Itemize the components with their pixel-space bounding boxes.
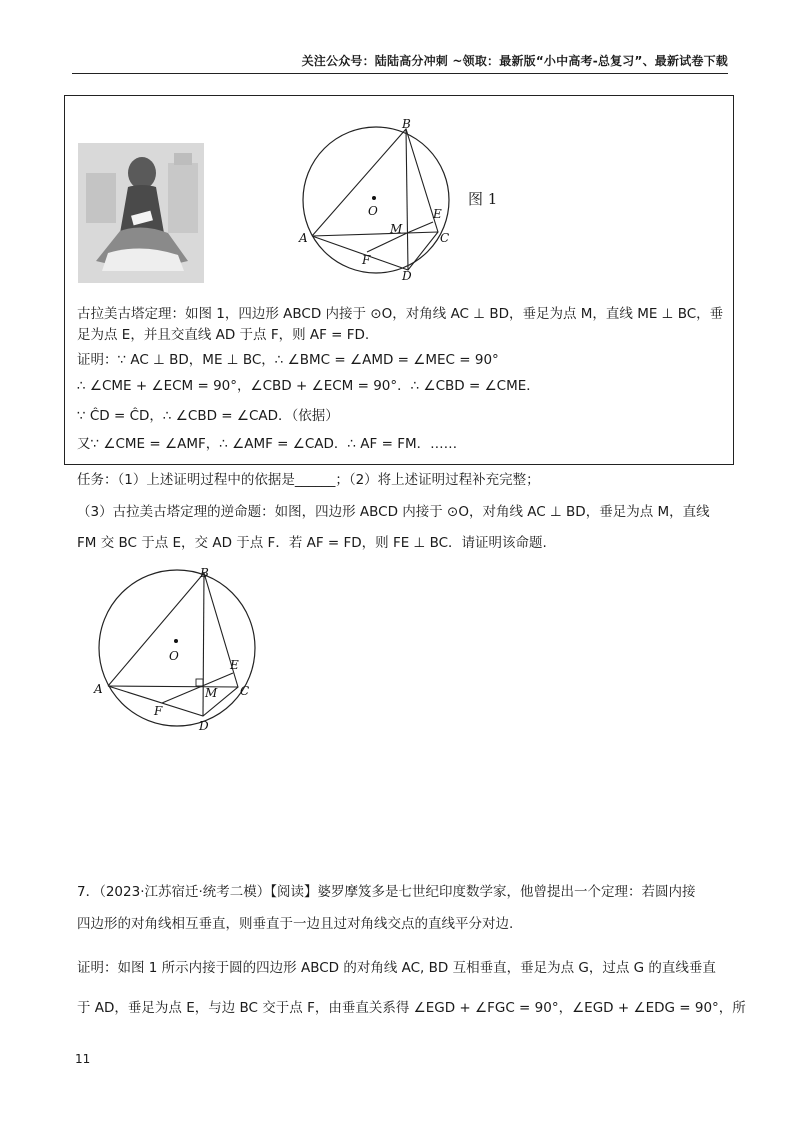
diagonal-ac (108, 686, 238, 687)
label-m: M (205, 686, 218, 700)
problem-7-line-3: 证明：如图 1 所示内接于圆的四边形 ABCD 的对角线 AC, BD 互相垂直，垂足为点 G，过点 G 的直线垂直 (77, 960, 716, 976)
label-e: E (230, 658, 239, 672)
proof-line-3: ∵ ĈD = ĈD，∴ ∠CBD = ∠CAD．（依据） (77, 408, 339, 424)
label-o: O (169, 649, 179, 663)
header-divider (72, 73, 728, 74)
figure-1-caption: 图 1 (468, 190, 498, 208)
theorem-line-2: 足为点 E，并且交直线 AD 于点 F，则 AF = FD. (77, 327, 370, 343)
label-m: M (390, 222, 403, 236)
label-f: F (154, 704, 163, 718)
right-angle-mark (196, 679, 203, 686)
label-e: E (433, 207, 442, 221)
brahmagupta-portrait (78, 143, 204, 283)
page-header: 关注公众号：陆陆高分冲刺 ~领取：最新版“小中高考-总复习”、最新试卷下载 (301, 54, 728, 68)
label-a: A (299, 231, 308, 245)
label-d: D (402, 269, 412, 282)
label-c: C (440, 231, 450, 245)
figure-2-diagram (92, 563, 264, 733)
quadrilateral (108, 573, 238, 716)
label-c: C (240, 684, 250, 698)
theorem-line-1: 古拉美古塔定理：如图 1，四边形 ABCD 内接于 ⊙O，对角线 AC ⊥ BD，垂足为点 M，直线 ME ⊥ BC，垂 (77, 306, 724, 322)
circle-o (99, 570, 255, 726)
task-line-2: （3）古拉美古塔定理的逆命题：如图，四边形 ABCD 内接于 ⊙O，对角线 AC ⊥ BD，垂足为点 M，直线 (77, 504, 710, 520)
diagonal-bd (406, 129, 408, 270)
label-b: B (200, 566, 209, 580)
center-point (174, 639, 178, 643)
line-me (407, 222, 433, 233)
line-fe (162, 673, 233, 703)
diagonal-bd (203, 573, 204, 716)
circle-o (303, 127, 449, 273)
proof-line-4: 又∵ ∠CME = ∠AMF，∴ ∠AMF = ∠CAD．∴ AF = FM．…… (77, 436, 458, 452)
diagonal-ac (312, 232, 438, 236)
proof-line-1: 证明：∵ AC ⊥ BD，ME ⊥ BC，∴ ∠BMC = ∠AMD = ∠MEC = 90° (77, 352, 499, 368)
task-line-1: 任务：（1）上述证明过程中的依据是______；（2）将上述证明过程补充完整； (77, 472, 540, 488)
figure-1-diagram (296, 118, 468, 282)
label-o: O (368, 204, 378, 218)
center-point (372, 196, 376, 200)
label-d: D (199, 719, 209, 733)
label-b: B (402, 118, 411, 131)
problem-7-line-4: 于 AD，垂足为点 E，与边 BC 交于点 F，由垂直关系得 ∠EGD + ∠FGC = 90°，∠EGD + ∠EDG = 90°，所 (77, 1000, 746, 1016)
label-a: A (94, 682, 103, 696)
problem-7-line-1: 7．（2023·江苏宿迁·统考二模）【阅读】婆罗摩笈多是七世纪印度数学家，他曾提出一个定理：若圆内接 (77, 884, 696, 900)
proof-line-2: ∴ ∠CME + ∠ECM = 90°，∠CBD + ∠ECM = 90°．∴ ∠CBD = ∠CME． (77, 378, 540, 394)
problem-7-line-2: 四边形的对角线相互垂直，则垂直于一边且过对角线交点的直线平分对边. (77, 916, 514, 932)
page-number: 11 (75, 1052, 91, 1066)
task-line-3: FM 交 BC 于点 E，交 AD 于点 F．若 AF = FD，则 FE ⊥ BC．请证明该命题. (77, 535, 547, 551)
label-f: F (362, 253, 371, 267)
